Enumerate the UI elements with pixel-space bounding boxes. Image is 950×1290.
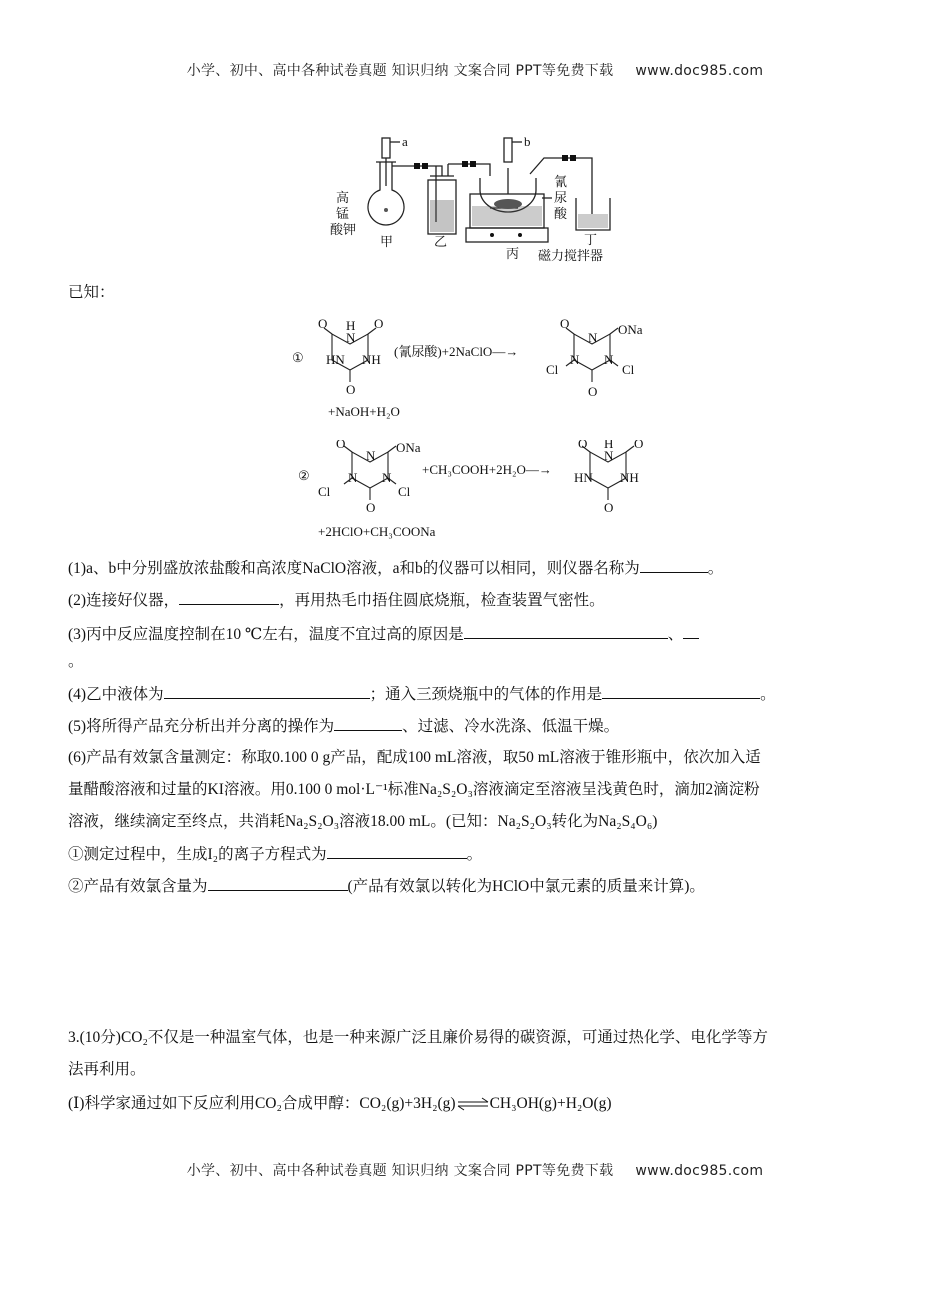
- header-site[interactable]: www.doc985.com: [635, 63, 764, 79]
- r2-o-left: O: [336, 440, 346, 451]
- r1-o-left: O: [318, 316, 328, 331]
- question-5: [68, 716, 619, 737]
- header-text: 小学、初中、高中各种试卷真题 知识归纳 文案合同 PPT等免费下载: [186, 63, 614, 79]
- question-3: [68, 624, 699, 645]
- q5-answer-blank[interactable]: [334, 716, 402, 731]
- label-yi: 乙: [434, 234, 448, 249]
- r2-n-right: N: [382, 470, 392, 485]
- reaction-1-byproducts: +NaOH+H₂O: [328, 404, 400, 419]
- label-ding: 丁: [584, 232, 598, 247]
- q4-text-a: (4)乙中液体为: [68, 686, 164, 703]
- r1-nh: NH: [362, 352, 381, 367]
- q1-text: (1)a、b中分别盛放浓盐酸和高浓度NaClO溶液，a和b的仪器可以相同，则仪器名称为: [68, 560, 640, 577]
- q6-2-answer-blank[interactable]: [208, 876, 348, 891]
- r1p-n-right: N: [604, 352, 614, 367]
- q4-answer-blank-1[interactable]: [164, 684, 370, 699]
- q1-answer-blank[interactable]: [640, 558, 708, 573]
- reaction-2-mid: +CH₃COOH+2H₂O—→: [422, 462, 552, 477]
- q4-end: 。: [760, 686, 776, 703]
- q4-answer-blank-2[interactable]: [602, 684, 760, 699]
- part1-pre: (Ⅰ)科学家通过如下反应利用CO₂合成甲醇：CO₂(g)+3H₂(g): [68, 1095, 456, 1112]
- r1p-n-top: N: [588, 330, 598, 345]
- reagent-left-2: 锰: [336, 206, 350, 221]
- q6-line-2: 量醋酸溶液和过量的KI溶液。用0.100 0 mol·L⁻¹标准Na₂S₂O₃溶液滴定至溶液呈浅黄色时，滴加2滴淀粉: [68, 781, 760, 798]
- q6-1-answer-blank[interactable]: [327, 844, 467, 859]
- r2-cl-right: Cl: [398, 484, 411, 499]
- page-footer: [0, 1160, 950, 1180]
- r2p-o-left: O: [578, 440, 588, 451]
- q1-end: 。: [707, 560, 724, 577]
- label-a: a: [402, 134, 408, 149]
- q3-sep: 、: [667, 626, 684, 643]
- q6-line-1: (6)产品有效氯含量测定：称取0.100 0 g产品，配成100 mL溶液，取50 mL溶液于锥形瓶中，依次加入适: [68, 749, 761, 766]
- q2-text-a: (2)连接好仪器，: [68, 592, 180, 609]
- q3-end: 。: [68, 653, 84, 670]
- r2p-h-top: H: [604, 440, 614, 451]
- reagent-left-3: 酸钾: [330, 222, 357, 237]
- r1p-o-bottom: O: [588, 384, 598, 399]
- q6-2-text: ②产品有效氯含量为: [68, 878, 208, 895]
- r2-cl-left: Cl: [318, 484, 331, 499]
- r1-h-top: H: [346, 318, 356, 333]
- question-4: [68, 684, 776, 705]
- r2p-o-right: O: [634, 440, 644, 451]
- r2p-o-bottom: O: [604, 500, 614, 515]
- r1p-cl-left: Cl: [546, 362, 559, 377]
- label-b: b: [524, 134, 531, 149]
- q6-1-text: ①测定过程中，生成I₂的离子方程式为: [68, 846, 327, 863]
- r2p-hn: HN: [574, 470, 593, 485]
- r2-n-top: N: [366, 448, 376, 463]
- r1-o-right: O: [374, 316, 384, 331]
- label-stirrer: 磁力搅拌器: [538, 248, 604, 263]
- q3-answer-blank-2[interactable]: [683, 624, 699, 639]
- r1-o-bottom: O: [346, 382, 356, 397]
- reaction-1-number: ①: [292, 350, 304, 365]
- question-1: [68, 558, 723, 579]
- label-jia: 甲: [380, 234, 394, 249]
- question-6-2: [68, 876, 705, 897]
- apparatus-diagram: [330, 128, 630, 268]
- q2-text-b: ，再用热毛巾捂住圆底烧瓶，检查装置气密性。: [279, 592, 605, 609]
- reaction-2-number: ②: [298, 468, 310, 483]
- reagent-right-3: 酸: [554, 206, 568, 221]
- r2-o-bottom: O: [366, 500, 376, 515]
- q5-text-a: (5)将所得产品充分析出并分离的操作为: [68, 718, 335, 735]
- r2-ona: ONa: [396, 440, 421, 455]
- r1p-o-left: O: [560, 316, 570, 331]
- label-bing: 丙: [506, 246, 520, 261]
- problem-3-part-1: [68, 1094, 612, 1114]
- q2-answer-blank[interactable]: [179, 590, 279, 605]
- q4-text-b: ；通入三颈烧瓶中的气体的作用是: [369, 686, 603, 703]
- q6-line-3: 溶液，继续滴定至终点，共消耗Na₂S₂O₃溶液18.00 mL。(已知：Na₂S₂O₃转化为Na₂S₄O₆): [68, 813, 658, 830]
- r2-n-left: N: [348, 470, 358, 485]
- q5-text-b: 、过滤、冷水洗涤、低温干燥。: [402, 718, 620, 735]
- r1p-ona: ONa: [618, 322, 643, 337]
- reaction-1: [292, 310, 672, 430]
- r2p-nh: NH: [620, 470, 639, 485]
- reagent-right-2: 尿: [554, 190, 568, 205]
- known-label: 已知：: [68, 284, 115, 301]
- problem-3-line-1: 3.(10分)CO₂不仅是一种温室气体，也是一种来源广泛且廉价易得的碳资源，可通过热化学、电化学等方: [68, 1029, 768, 1046]
- question-2: [68, 590, 605, 611]
- part1-post: CH₃OH(g)+H₂O(g): [489, 1095, 612, 1112]
- q3-answer-blank-1[interactable]: [464, 624, 668, 639]
- reaction-2-byproducts: +2HClO+CH₃COONa: [318, 524, 436, 539]
- reaction-1-mid: (氰尿酸)+2NaClO—→: [394, 344, 519, 359]
- r1-n-top: N: [346, 330, 356, 345]
- r2p-n-top: N: [604, 448, 614, 463]
- r1p-n-left: N: [570, 352, 580, 367]
- q3-text: (3)丙中反应温度控制在10 ℃左右，温度不宜过高的原因是: [68, 626, 464, 643]
- question-6-1: [68, 844, 482, 865]
- reagent-right-1: 氰: [554, 174, 568, 189]
- r1-hn: HN: [326, 352, 345, 367]
- footer-site[interactable]: www.doc985.com: [635, 1163, 764, 1179]
- q6-1-end: 。: [466, 846, 483, 863]
- page-header: [0, 60, 950, 80]
- footer-text: 小学、初中、高中各种试卷真题 知识归纳 文案合同 PPT等免费下载: [186, 1163, 614, 1179]
- q6-2-end: (产品有效氯以转化为HClO中氯元素的质量来计算)。: [347, 878, 705, 895]
- r1p-cl-right: Cl: [622, 362, 635, 377]
- equilibrium-arrow-icon: [456, 1097, 490, 1111]
- reaction-2: [292, 440, 672, 550]
- reagent-left-1: 高: [336, 190, 350, 205]
- problem-3-line-2: 法再利用。: [68, 1061, 146, 1078]
